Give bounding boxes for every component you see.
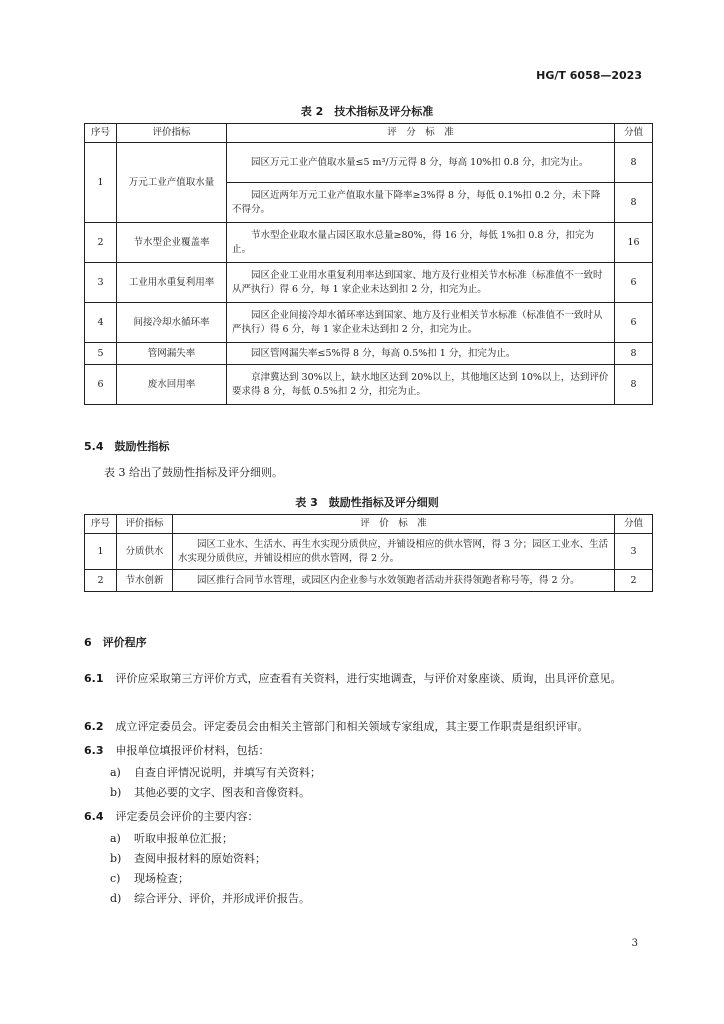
indicator-name: 管网漏失率 xyxy=(117,343,227,365)
section-5-4-intro: 表 3 给出了鼓励性指标及评分细则。 xyxy=(104,466,283,479)
table2-header-row xyxy=(85,124,653,143)
criteria-text: 园区企业工业用水重复利用率达到国家、地方及行业相关节水标准（标准值不一致时从严执行）得 6 分，每 1 家企业未达到扣 2 分，扣完为止。 xyxy=(227,263,615,303)
score-value: 6 xyxy=(615,263,653,303)
table-row xyxy=(85,143,653,183)
indicator-name: 工业用水重复利用率 xyxy=(117,263,227,303)
table3-header-criteria: 评 价 标 准 xyxy=(173,515,615,534)
row-number: 4 xyxy=(85,303,117,343)
row-number: 5 xyxy=(85,343,117,365)
indicator-name: 节水创新 xyxy=(117,570,173,592)
clause-text: 申报单位填报评价材料，包括： xyxy=(115,744,270,757)
table-row xyxy=(85,343,653,365)
score-value: 3 xyxy=(615,534,653,570)
table2-header-no: 序号 xyxy=(85,124,117,143)
criteria-text: 园区万元工业产值取水量≤5 m³/万元得 8 分，每高 10%扣 0.8 分，扣完为止。 xyxy=(227,143,615,183)
list-text: 听取申报单位汇报； xyxy=(134,832,233,845)
row-number: 2 xyxy=(85,570,117,592)
list-item xyxy=(110,784,650,802)
clause-text: 评价应采取第三方评价方式，应查看有关资料，进行实地调查，与评价对象座谈、质询，出具评价意见。 xyxy=(115,672,622,685)
row-number: 6 xyxy=(85,365,117,405)
row-number: 1 xyxy=(85,143,117,223)
score-value: 6 xyxy=(615,303,653,343)
criteria-text: 园区企业间接冷却水循环率达到国家、地方及行业相关节水标准（标准值不一致时从严执行）得 6 分，每 1 家企业未达到扣 2 分，扣完为止。 xyxy=(227,303,615,343)
indicator-name: 节水型企业覆盖率 xyxy=(117,223,227,263)
table-row xyxy=(85,303,653,343)
table-row xyxy=(85,223,653,263)
row-number: 2 xyxy=(85,223,117,263)
table3-title: 表 3 鼓励性指标及评分细则 xyxy=(295,496,439,509)
criteria-text: 园区工业水、生活水、再生水实现分质供应，并铺设相应的供水管网，得 3 分；园区工业水、生活水实现分质供应，并铺设相应的供水管网，得 2 分。 xyxy=(173,534,615,570)
list-text: 综合评分、评价，并形成评价报告。 xyxy=(134,892,310,905)
table2-header-criteria: 评 分 标 准 xyxy=(227,124,615,143)
criteria-text: 节水型企业取水量占园区取水总量≥80%，得 16 分，每低 1%扣 0.8 分，扣完为止。 xyxy=(227,223,615,263)
page-number: 3 xyxy=(631,938,638,949)
table3-header-row xyxy=(85,515,653,534)
criteria-text: 园区近两年万元工业产值取水量下降率≥3%得 8 分，每低 0.1%扣 0.2 分，未下降不得分。 xyxy=(227,183,615,223)
clause-6-2 xyxy=(84,718,654,736)
list-item xyxy=(110,850,650,868)
table2-title: 表 2 技术指标及评分标准 xyxy=(300,105,434,118)
standard-code: HG/T 6058—2023 xyxy=(536,69,642,82)
table3-header-no: 序号 xyxy=(85,515,117,534)
list-marker: c) xyxy=(110,872,121,885)
list-marker: a) xyxy=(110,832,121,845)
list-marker: a) xyxy=(110,766,121,779)
score-value: 8 xyxy=(615,365,653,405)
indicator-name: 分质供水 xyxy=(117,534,173,570)
row-number: 1 xyxy=(85,534,117,570)
list-item xyxy=(110,764,650,782)
clause-6-3 xyxy=(84,742,654,760)
clause-6-4 xyxy=(84,808,654,826)
clause-6-1 xyxy=(84,670,654,688)
criteria-text: 园区管网漏失率≤5%得 8 分，每高 0.5%扣 1 分，扣完为止。 xyxy=(227,343,615,365)
table-row xyxy=(85,365,653,405)
section-6-heading: 6 评价程序 xyxy=(84,636,147,649)
criteria-text: 园区推行合同节水管理，或园区内企业参与水效领跑者活动并获得领跑者称号等，得 2 分。 xyxy=(173,570,615,592)
clause-text: 评定委员会评价的主要内容： xyxy=(115,810,259,823)
table-row xyxy=(85,263,653,303)
score-value: 16 xyxy=(615,223,653,263)
list-text: 自查自评情况说明，并填写有关资料； xyxy=(134,766,321,779)
section-5-4-heading: 5.4 鼓励性指标 xyxy=(84,440,170,453)
table2 xyxy=(84,123,653,405)
criteria-text: 京津冀达到 30%以上，缺水地区达到 20%以上，其他地区达到 10%以上，达到评价要求得 8 分，每低 0.5%扣 2 分，扣完为止。 xyxy=(227,365,615,405)
clause-text: 成立评定委员会。评定委员会由相关主管部门和相关领域专家组成，其主要工作职责是组织评审。 xyxy=(115,720,589,733)
table3-header-indicator: 评价指标 xyxy=(117,515,173,534)
indicator-name: 间接冷却水循环率 xyxy=(117,303,227,343)
list-item xyxy=(110,830,650,848)
list-item xyxy=(110,870,650,888)
clause-number: 6.3 xyxy=(84,744,104,757)
score-value: 8 xyxy=(615,183,653,223)
list-text: 查阅申报材料的原始资料； xyxy=(134,852,266,865)
table3 xyxy=(84,514,653,592)
row-number: 3 xyxy=(85,263,117,303)
table-row xyxy=(85,534,653,570)
list-marker: d) xyxy=(110,892,122,905)
score-value: 8 xyxy=(615,143,653,183)
list-text: 其他必要的文字、图表和音像资料。 xyxy=(134,786,310,799)
clause-number: 6.1 xyxy=(84,672,104,685)
table2-header-indicator: 评价指标 xyxy=(117,124,227,143)
list-text: 现场检查； xyxy=(134,872,189,885)
table3-header-score: 分值 xyxy=(615,515,653,534)
list-marker: b) xyxy=(110,786,122,799)
list-marker: b) xyxy=(110,852,122,865)
clause-number: 6.4 xyxy=(84,810,104,823)
indicator-name: 废水回用率 xyxy=(117,365,227,405)
score-value: 2 xyxy=(615,570,653,592)
indicator-name: 万元工业产值取水量 xyxy=(117,143,227,223)
score-value: 8 xyxy=(615,343,653,365)
list-item xyxy=(110,890,650,908)
table-row xyxy=(85,570,653,592)
table2-header-score: 分值 xyxy=(615,124,653,143)
clause-number: 6.2 xyxy=(84,720,104,733)
